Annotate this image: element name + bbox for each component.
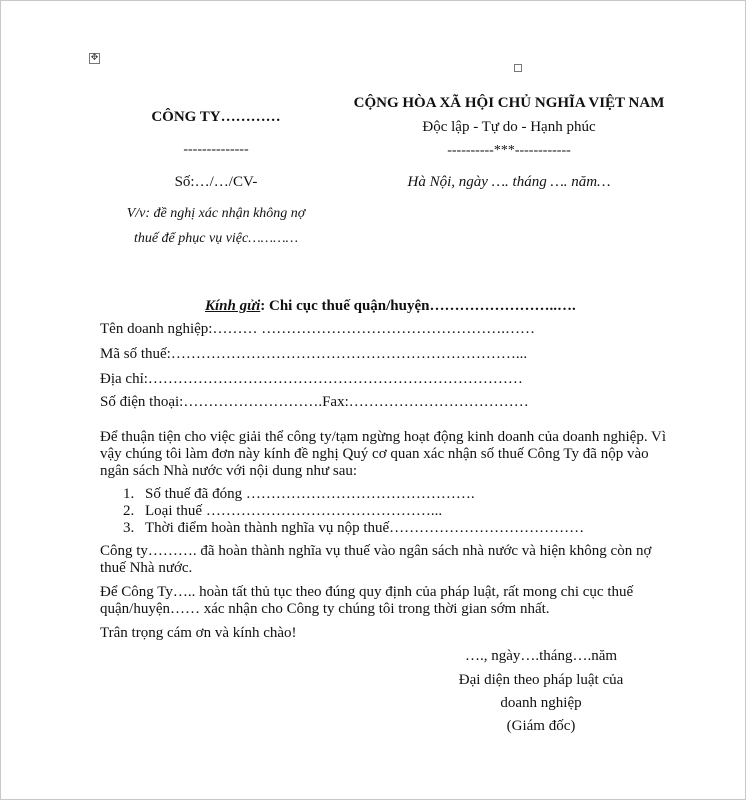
para2-line-1: Công ty………. đã hoàn thành nghĩa vụ thuế vào ngân sách nhà nước và hiện không còn nợ: [100, 543, 652, 559]
signature-title-1: Đại diện theo pháp luật của: [458, 672, 624, 688]
para3-line-1: Để Công Ty….. hoàn tất thủ tục theo đúng quy định của pháp luật, rất mong chi cục thuế: [100, 584, 634, 600]
para2-line-2: thuế Nhà nước.: [100, 560, 193, 576]
intro-line-3: ngân sách Nhà nước với nội dung như sau:: [100, 463, 358, 479]
list-item-number: 2.: [123, 503, 135, 519]
closing: Trân trọng cám ơn và kính chào!: [100, 625, 297, 641]
company-name: CÔNG TY…………: [151, 109, 281, 125]
signature-title-2: doanh nghiệp: [500, 695, 582, 711]
place-date: Hà Nội, ngày …. tháng …. năm…: [407, 174, 611, 190]
field-address: Địa chỉ:…………………………………………………………………: [100, 371, 523, 387]
recipient-label: Kính gửi: [205, 298, 261, 314]
signature-title-3: (Giám đốc): [506, 718, 576, 734]
intro-line-1: Để thuận tiện cho việc giải thể công ty/tạm ngừng hoạt động kinh doanh của doanh nghiệp. Vì: [100, 429, 667, 445]
field-tax-code: Mã số thuế:……………………………………………………………...: [100, 346, 528, 362]
list-item-text: Loại thuế ………………………………………...: [145, 503, 443, 519]
document-number: Số:…/…/CV-: [174, 174, 258, 190]
right-divider: ----------***------------: [447, 143, 571, 158]
list-item-text: Số thuế đã đóng ……………………………………….: [145, 486, 475, 502]
list-item-text: Thời điểm hoàn thành nghĩa vụ nộp thuế…………………………………: [145, 520, 585, 536]
para3-line-2: quận/huyện…… xác nhận cho Công ty chúng tôi trong thời gian sớm nhất.: [100, 601, 550, 617]
list-item: [123, 503, 442, 520]
recipient: [205, 298, 576, 315]
intro-line-2: vậy chúng tôi làm đơn này kính đề nghị Quý cơ quan xác nhận số thuế Công Ty đã nộp vào: [100, 446, 649, 462]
list-item-number: 1.: [123, 486, 135, 502]
subject-line-2: thuế để phục vụ việc…………: [133, 231, 299, 246]
table-move-handle-icon[interactable]: ✥: [90, 53, 99, 63]
recipient-text: : Chi cục thuế quận/huyện……………………..….: [260, 298, 576, 314]
subject-line-1: V/v: đề nghị xác nhận không nợ: [126, 206, 306, 221]
field-company-name: Tên doanh nghiệp:……… ………………………………………….……: [100, 321, 535, 337]
list-item: [123, 520, 584, 537]
list-item: [123, 486, 475, 503]
motto: Độc lập - Tự do - Hạnh phúc: [422, 119, 596, 135]
left-divider: --------------: [183, 142, 249, 157]
field-phone-fax: Số điện thoại:……………………….Fax:………………………………: [100, 394, 529, 410]
table-resize-handle-icon[interactable]: [514, 64, 522, 72]
nation-title: CỘNG HÒA XÃ HỘI CHỦ NGHĨA VIỆT NAM: [353, 95, 665, 111]
list-item-number: 3.: [123, 520, 135, 536]
signature-date: …., ngày….tháng….năm: [464, 648, 618, 664]
